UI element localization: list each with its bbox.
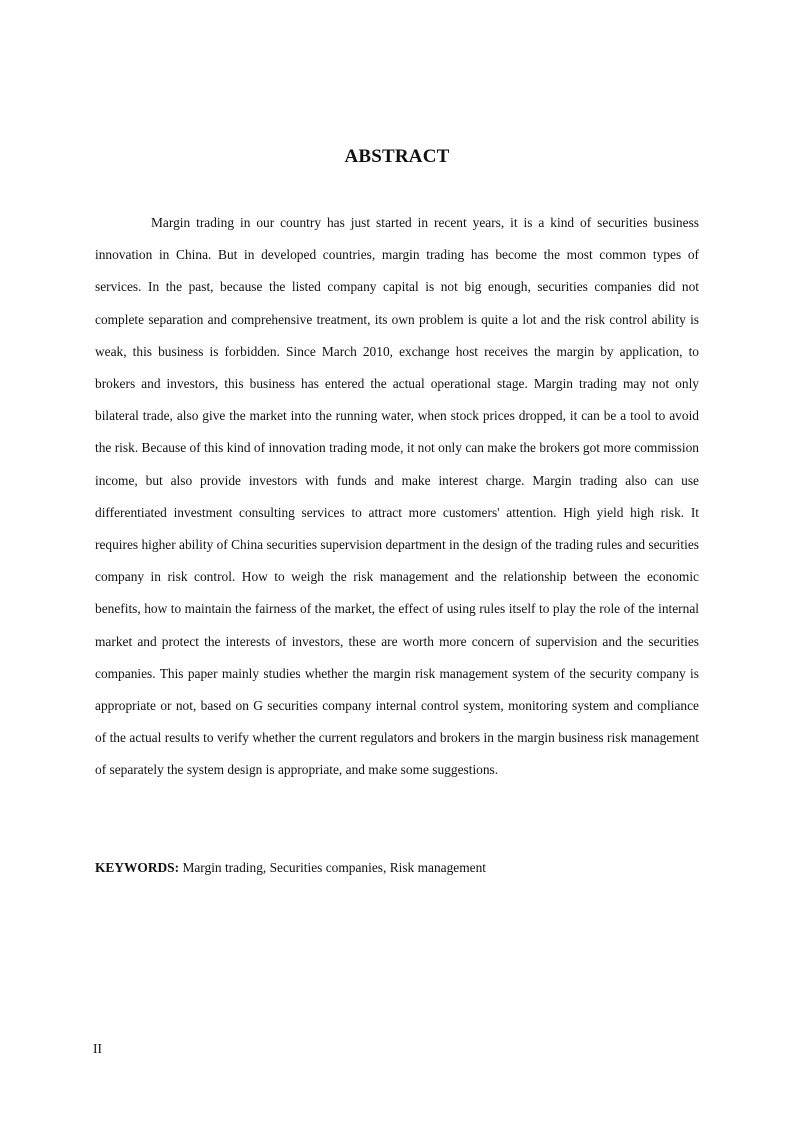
page-number: II <box>93 1041 102 1056</box>
keywords-text: Margin trading, Securities companies, Risk management <box>182 860 487 875</box>
keywords-label: KEYWORDS: <box>95 860 180 875</box>
keywords-line <box>95 852 699 884</box>
abstract-body: Margin trading in our country has just started in recent years, it is a kind of securities business innovation in China. But in developed countries, margin trading has become the most common types of services. In the past, because the listed company capital is not big enough, securities companies did not complete separation and comprehensive treatment, its own problem is quite a lot and the risk control ability is weak, this business is forbidden. Since March 2010, exchange host receives the margin by application, to brokers and investors, this business has entered the actual operational stage. Margin trading may not only bilateral trade, also give the market into the running water, when stock prices dropped, it can be a tool to avoid the risk. Because of this kind of innovation trading mode, it not only can make the brokers got more commission income, but also provide investors with funds and make interest charge. Margin trading also can use differentiated investment consulting services to attract more customers' attention. High yield high risk. It requires higher ability of China securities supervision department in the design of the trading rules and securities company in risk control. How to weigh the risk management and the relationship between the economic benefits, how to maintain the fairness of the market, the effect of using rules itself to play the role of the internal market and protect the interests of investors, these are worth more concern of supervision and the securities companies. This paper mainly studies whether the margin risk management system of the security company is appropriate or not, based on G securities company internal control system, monitoring system and compliance of the actual results to verify whether the current regulators and brokers in the margin business risk management of separately the system design is appropriate, and make some suggestions. <box>95 215 699 778</box>
page-title: ABSTRACT <box>344 146 450 167</box>
